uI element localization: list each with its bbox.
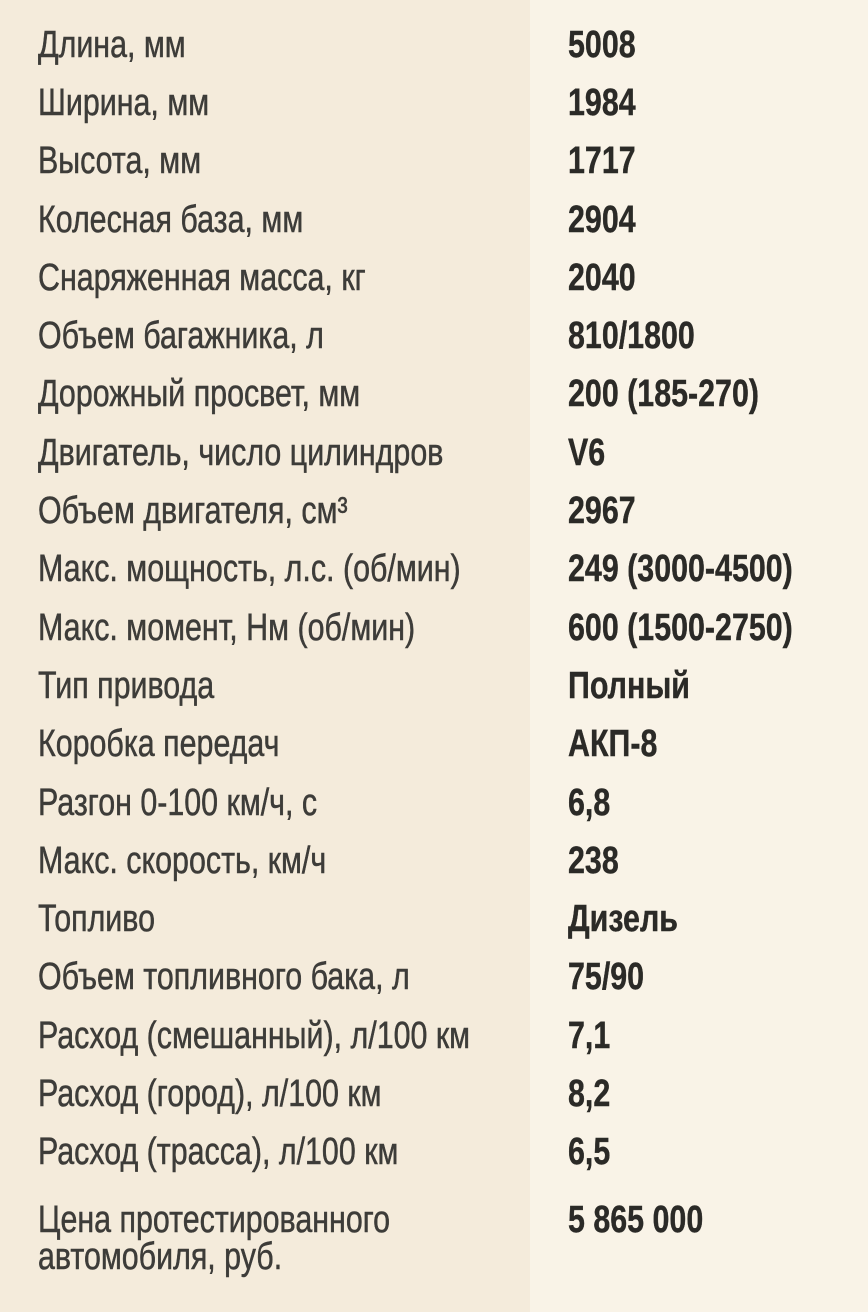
spec-value: Полный: [568, 664, 690, 707]
spec-value: 7,1: [568, 1014, 611, 1057]
spec-row: [0, 1196, 868, 1276]
spec-value: 8,2: [568, 1072, 611, 1115]
spec-label: Объем двигателя, см³: [38, 490, 348, 533]
spec-label: Снаряженная масса, кг: [38, 256, 366, 299]
spec-value: V6: [568, 431, 606, 474]
spec-row: [0, 832, 868, 890]
spec-row: [0, 74, 868, 132]
spec-row: [0, 599, 868, 657]
spec-value: 249 (3000-4500): [568, 548, 793, 591]
spec-row: [0, 949, 868, 1007]
spec-row: [0, 133, 868, 191]
spec-label: Разгон 0-100 км/ч, с: [38, 781, 318, 824]
spec-value: 5 865 000: [568, 1198, 704, 1241]
spec-value: 6,5: [568, 1131, 611, 1174]
spec-value: 75/90: [568, 956, 645, 999]
spec-value: 600 (1500-2750): [568, 606, 793, 649]
spec-label: Макс. скорость, км/ч: [38, 839, 327, 882]
spec-row: [0, 249, 868, 307]
spec-value: 6,8: [568, 781, 611, 824]
spec-label: Объем багажника, л: [38, 315, 324, 358]
spec-label: Объем топливного бака, л: [38, 956, 410, 999]
spec-value: Дизель: [568, 898, 678, 941]
spec-row: [0, 16, 868, 74]
spec-label: Расход (город), л/100 км: [38, 1072, 382, 1115]
spec-value: 238: [568, 839, 619, 882]
spec-label: Макс. мощность, л.с. (об/мин): [38, 548, 461, 591]
spec-value: 1984: [568, 81, 636, 124]
spec-value: 2904: [568, 198, 636, 241]
spec-value: 200 (185-270): [568, 373, 759, 416]
spec-row: [0, 482, 868, 540]
spec-label: Высота, мм: [38, 140, 202, 183]
spec-row: [0, 774, 868, 832]
spec-label: Тип привода: [38, 664, 215, 707]
spec-row: [0, 191, 868, 249]
spec-label: Коробка передач: [38, 723, 280, 766]
spec-label: Дорожный просвет, мм: [38, 373, 361, 416]
spec-row: [0, 1065, 868, 1123]
spec-value: 810/1800: [568, 315, 695, 358]
spec-row: [0, 541, 868, 599]
spec-row: [0, 657, 868, 715]
spec-label: Двигатель, число цилиндров: [38, 431, 444, 474]
spec-value: 2040: [568, 256, 636, 299]
spec-row: [0, 1124, 868, 1182]
spec-row: [0, 366, 868, 424]
spec-label: Цена протестированного автомобиля, руб.: [38, 1198, 391, 1278]
spec-label: Длина, мм: [38, 23, 186, 66]
spec-value: 2967: [568, 490, 636, 533]
spec-row: [0, 716, 868, 774]
spec-value: 5008: [568, 23, 636, 66]
spec-label: Топливо: [38, 898, 155, 941]
spec-row: [0, 424, 868, 482]
spec-value: 1717: [568, 140, 636, 183]
spec-row: [0, 1007, 868, 1065]
spec-label: Расход (смешанный), л/100 км: [38, 1014, 471, 1057]
spec-label: Расход (трасса), л/100 км: [38, 1131, 399, 1174]
spec-label: Макс. момент, Нм (об/мин): [38, 606, 416, 649]
spec-value: АКП-8: [568, 723, 658, 766]
spec-row: [0, 307, 868, 365]
spec-row: [0, 890, 868, 948]
spec-label: Ширина, мм: [38, 81, 210, 124]
spec-label: Колесная база, мм: [38, 198, 304, 241]
